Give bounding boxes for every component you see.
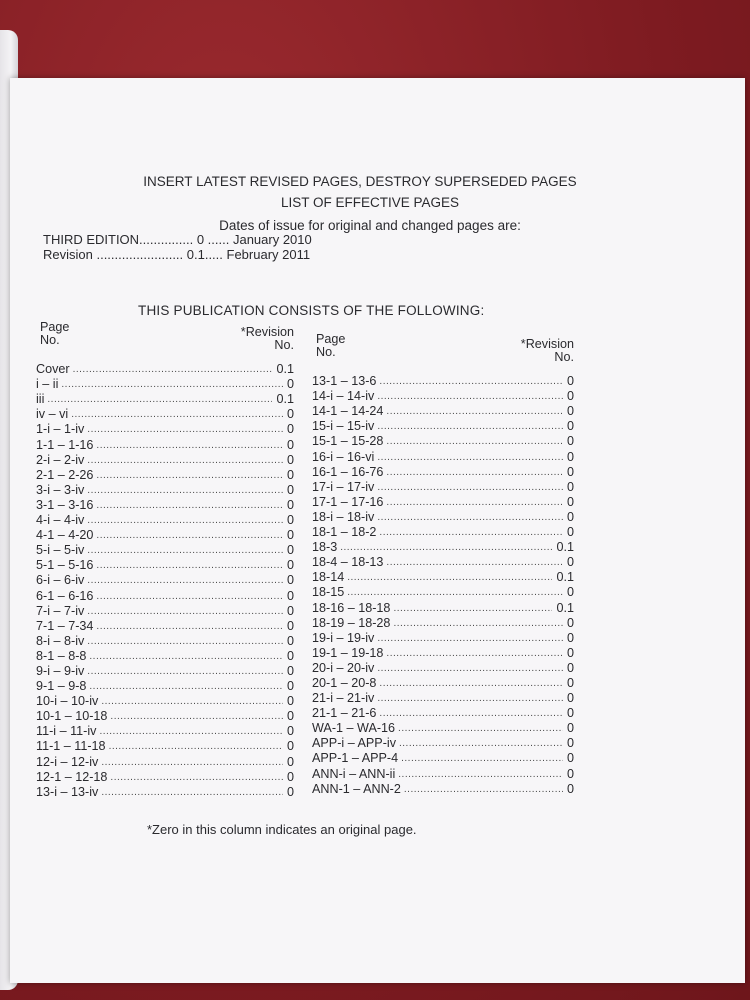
page-range: 19-1 – 19-18 [312, 645, 384, 660]
right-column-header [312, 333, 574, 373]
list-item [36, 587, 294, 602]
leader-dots [87, 606, 283, 618]
leader-dots [71, 409, 283, 421]
list-item [36, 572, 294, 587]
revision-number: 0 [286, 452, 294, 467]
list-item [312, 675, 574, 690]
leader-dots [386, 497, 563, 509]
list-item [312, 645, 574, 660]
list-item [312, 735, 574, 750]
revision-number: 0 [566, 464, 574, 479]
leader-dots [379, 527, 563, 539]
list-item [36, 512, 294, 527]
list-item [36, 723, 294, 738]
list-item [36, 769, 294, 784]
leader-dots [87, 636, 283, 648]
leader-dots [398, 723, 563, 735]
list-item [312, 403, 574, 418]
page-range: 1-i – 1-iv [36, 422, 85, 437]
leader-dots [393, 603, 552, 615]
list-item [36, 557, 294, 572]
leader-dots [386, 467, 563, 479]
leader-dots [347, 587, 563, 599]
leader-dots [379, 708, 563, 720]
issue-dates [43, 232, 312, 262]
revision-number: 0 [286, 603, 294, 618]
page-range: 10-1 – 10-18 [36, 709, 108, 724]
leader-dots [379, 678, 563, 690]
leader-dots [377, 512, 563, 524]
page-range: 13-1 – 13-6 [312, 374, 377, 389]
list-item [36, 391, 294, 406]
revision-number: 0 [286, 769, 294, 784]
leader-dots [96, 530, 283, 542]
page-range: 18-15 [312, 585, 345, 600]
page-range: iv – vi [36, 407, 69, 422]
list-item [312, 388, 574, 403]
leader-dots [399, 738, 563, 750]
leader-dots [96, 440, 283, 452]
revision-line: Revision ........................ 0.1..... February 2011 [43, 247, 311, 262]
revision-number: 0 [286, 588, 294, 603]
list-item [312, 690, 574, 705]
leader-dots [87, 424, 283, 436]
list-item [312, 448, 574, 463]
leader-dots [96, 560, 283, 572]
list-item [312, 479, 574, 494]
page-range: 2-i – 2-iv [36, 452, 85, 467]
document-page [10, 78, 745, 983]
list-item [36, 648, 294, 663]
list-item [312, 433, 574, 448]
right-rows [312, 373, 574, 796]
page-range: 12-1 – 12-18 [36, 769, 108, 784]
list-item [312, 630, 574, 645]
list-item [312, 418, 574, 433]
page-range: 18-3 [312, 540, 338, 555]
page-range: 4-1 – 4-20 [36, 528, 94, 543]
leader-dots [393, 618, 563, 630]
list-item [312, 373, 574, 388]
leader-dots [89, 681, 283, 693]
list-title: LIST OF EFFECTIVE PAGES [280, 195, 460, 210]
revision-number: 0.1 [276, 362, 294, 377]
list-item [312, 464, 574, 479]
revision-number: 0 [566, 525, 574, 540]
leader-dots [386, 436, 563, 448]
page-no-header: Page No. [316, 332, 346, 359]
page-range: 3-1 – 3-16 [36, 497, 94, 512]
leader-dots [87, 575, 283, 587]
list-item [36, 603, 294, 618]
leader-dots [87, 455, 283, 467]
revision-number: 0 [566, 585, 574, 600]
page-range: 5-i – 5-iv [36, 543, 85, 558]
leader-dots [340, 542, 552, 554]
leader-dots [87, 666, 283, 678]
revision-number: 0 [286, 679, 294, 694]
list-item [36, 406, 294, 421]
page-range: 21-i – 21-iv [312, 691, 375, 706]
revision-number: 0 [286, 724, 294, 739]
page-range: 9-i – 9-iv [36, 663, 85, 678]
leader-dots [398, 769, 563, 781]
leader-dots [96, 591, 283, 603]
list-item [312, 599, 574, 614]
leader-dots [377, 693, 563, 705]
revision-number: 0 [566, 404, 574, 419]
leader-dots [101, 757, 283, 769]
leader-dots [404, 784, 563, 796]
list-item [36, 753, 294, 768]
page-range: 18-1 – 18-2 [312, 525, 377, 540]
page-range: Cover [36, 362, 70, 377]
revision-no-header: *Revision No. [240, 325, 294, 352]
list-item [36, 436, 294, 451]
footnote: *Zero in this column indicates an original page. [147, 822, 417, 837]
left-column [36, 321, 294, 799]
leader-dots [386, 557, 563, 569]
revision-number: 0 [566, 374, 574, 389]
page-range: 18-4 – 18-13 [312, 555, 384, 570]
revision-number: 0 [566, 781, 574, 796]
list-item [36, 497, 294, 512]
list-item [36, 467, 294, 482]
revision-number: 0 [286, 528, 294, 543]
list-item [36, 527, 294, 542]
page-no-header: Page No. [40, 320, 70, 347]
page-range: 16-1 – 16-76 [312, 464, 384, 479]
page-range: 18-16 – 18-18 [312, 600, 391, 615]
revision-number: 0 [286, 497, 294, 512]
leader-dots [96, 621, 283, 633]
leader-dots [379, 376, 563, 388]
list-item [36, 738, 294, 753]
revision-no-header: *Revision No. [520, 337, 574, 364]
list-item [312, 720, 574, 735]
list-item [36, 452, 294, 467]
revision-number: 0.1 [556, 600, 574, 615]
list-item [36, 618, 294, 633]
page-range: 15-i – 15-iv [312, 419, 375, 434]
page-range: 9-1 – 9-8 [36, 679, 87, 694]
page-range: i – ii [36, 377, 59, 392]
page-range: 7-i – 7-iv [36, 603, 85, 618]
list-item [312, 584, 574, 599]
revision-number: 0 [566, 675, 574, 690]
page-range: 11-1 – 11-18 [36, 739, 106, 754]
leader-dots [377, 421, 563, 433]
page-range: 14-i – 14-iv [312, 389, 375, 404]
revision-number: 0 [286, 648, 294, 663]
revision-number: 0 [286, 558, 294, 573]
list-item [312, 509, 574, 524]
leader-dots [110, 772, 283, 784]
right-column [312, 333, 574, 796]
revision-number: 0 [286, 739, 294, 754]
leader-dots [61, 379, 283, 391]
revision-number: 0.1 [556, 570, 574, 585]
list-item [312, 524, 574, 539]
page-range: ANN-i – ANN-ii [312, 766, 396, 781]
leader-dots [347, 572, 552, 584]
list-item [36, 784, 294, 799]
revision-number: 0 [286, 407, 294, 422]
page-range: iii [36, 392, 45, 407]
leader-dots [89, 651, 283, 663]
list-item [312, 750, 574, 765]
list-item [36, 663, 294, 678]
list-item [312, 615, 574, 630]
revision-number: 0 [566, 509, 574, 524]
page-range: 21-1 – 21-6 [312, 706, 377, 721]
revision-number: 0 [566, 615, 574, 630]
leader-dots [109, 741, 283, 753]
dates-intro: Dates of issue for original and changed pages are: [219, 218, 521, 233]
page-range: 1-1 – 1-16 [36, 437, 94, 452]
list-item [36, 633, 294, 648]
page-range: 3-i – 3-iv [36, 482, 85, 497]
revision-number: 0.1 [556, 540, 574, 555]
list-item [36, 542, 294, 557]
page-range: 19-i – 19-iv [312, 630, 375, 645]
leader-dots [87, 545, 283, 557]
leader-dots [101, 696, 283, 708]
revision-number: 0.1 [276, 392, 294, 407]
revision-number: 0 [286, 663, 294, 678]
page-range: 14-1 – 14-24 [312, 404, 384, 419]
revision-number: 0 [286, 513, 294, 528]
page-range: 17-1 – 17-16 [312, 494, 384, 509]
revision-number: 0 [286, 377, 294, 392]
page-range: 20-1 – 20-8 [312, 675, 377, 690]
list-item [312, 660, 574, 675]
page-range: 8-i – 8-iv [36, 633, 85, 648]
insert-instruction: INSERT LATEST REVISED PAGES, DESTROY SUPERSEDED PAGES [143, 174, 577, 189]
leader-dots [101, 787, 283, 799]
page-range: 16-i – 16-vi [312, 449, 375, 464]
page-range: WA-1 – WA-16 [312, 721, 396, 736]
list-item [312, 494, 574, 509]
left-rows [36, 361, 294, 799]
revision-number: 0 [286, 573, 294, 588]
revision-number: 0 [286, 694, 294, 709]
revision-number: 0 [566, 494, 574, 509]
page-range: 18-i – 18-iv [312, 509, 375, 524]
revision-number: 0 [286, 754, 294, 769]
revision-number: 0 [566, 555, 574, 570]
leader-dots [87, 485, 283, 497]
list-item [36, 678, 294, 693]
list-item [36, 708, 294, 723]
page-range: 2-1 – 2-26 [36, 467, 94, 482]
page-range: 15-1 – 15-28 [312, 434, 384, 449]
list-item [312, 539, 574, 554]
page-range: 8-1 – 8-8 [36, 648, 87, 663]
leader-dots [96, 500, 283, 512]
leader-dots [377, 633, 563, 645]
leader-dots [99, 726, 283, 738]
page-range: 11-i – 11-iv [36, 724, 97, 739]
list-item [312, 781, 574, 796]
revision-number: 0 [566, 660, 574, 675]
edition-line: THIRD EDITION............... 0 ...... January 2010 [43, 232, 312, 247]
page-range: APP-i – APP-iv [312, 736, 396, 751]
revision-number: 0 [286, 437, 294, 452]
revision-number: 0 [566, 645, 574, 660]
page-range: 6-1 – 6-16 [36, 588, 94, 603]
revision-number: 0 [566, 721, 574, 736]
leader-dots [47, 394, 272, 406]
page-range: 17-i – 17-iv [312, 479, 375, 494]
revision-number: 0 [566, 691, 574, 706]
revision-number: 0 [286, 543, 294, 558]
list-item [36, 376, 294, 391]
revision-number: 0 [566, 449, 574, 464]
page-range: ANN-1 – ANN-2 [312, 781, 401, 796]
page-range: 6-i – 6-iv [36, 573, 85, 588]
list-item [312, 705, 574, 720]
list-item [36, 361, 294, 376]
leader-dots [386, 648, 563, 660]
page-range: APP-1 – APP-4 [312, 751, 399, 766]
list-item [312, 765, 574, 780]
leader-dots [73, 364, 273, 376]
revision-number: 0 [566, 736, 574, 751]
leader-dots [87, 515, 283, 527]
page-range: 10-i – 10-iv [36, 694, 99, 709]
revision-number: 0 [286, 784, 294, 799]
revision-number: 0 [286, 709, 294, 724]
page-range: 18-19 – 18-28 [312, 615, 391, 630]
revision-number: 0 [566, 766, 574, 781]
list-item [36, 693, 294, 708]
list-item [36, 482, 294, 497]
leader-dots [386, 406, 563, 418]
revision-number: 0 [566, 389, 574, 404]
revision-number: 0 [566, 751, 574, 766]
page-range: 13-i – 13-iv [36, 784, 99, 799]
leader-dots [377, 663, 563, 675]
revision-number: 0 [566, 434, 574, 449]
list-item [312, 569, 574, 584]
leader-dots [401, 753, 563, 765]
page-range: 7-1 – 7-34 [36, 618, 94, 633]
revision-number: 0 [566, 630, 574, 645]
leader-dots [377, 452, 563, 464]
page-range: 4-i – 4-iv [36, 513, 85, 528]
revision-number: 0 [566, 419, 574, 434]
revision-number: 0 [286, 467, 294, 482]
left-column-header [36, 321, 294, 361]
consists-heading: THIS PUBLICATION CONSISTS OF THE FOLLOWING: [138, 303, 485, 318]
revision-number: 0 [566, 479, 574, 494]
revision-number: 0 [286, 633, 294, 648]
revision-number: 0 [286, 618, 294, 633]
revision-number: 0 [286, 482, 294, 497]
page-range: 20-i – 20-iv [312, 660, 375, 675]
leader-dots [96, 470, 283, 482]
revision-number: 0 [286, 422, 294, 437]
page-range: 12-i – 12-iv [36, 754, 99, 769]
leader-dots [377, 391, 563, 403]
page-range: 18-14 [312, 570, 345, 585]
revision-number: 0 [566, 706, 574, 721]
list-item [312, 554, 574, 569]
leader-dots [110, 711, 283, 723]
page-range: 5-1 – 5-16 [36, 558, 94, 573]
leader-dots [377, 482, 563, 494]
list-item [36, 421, 294, 436]
